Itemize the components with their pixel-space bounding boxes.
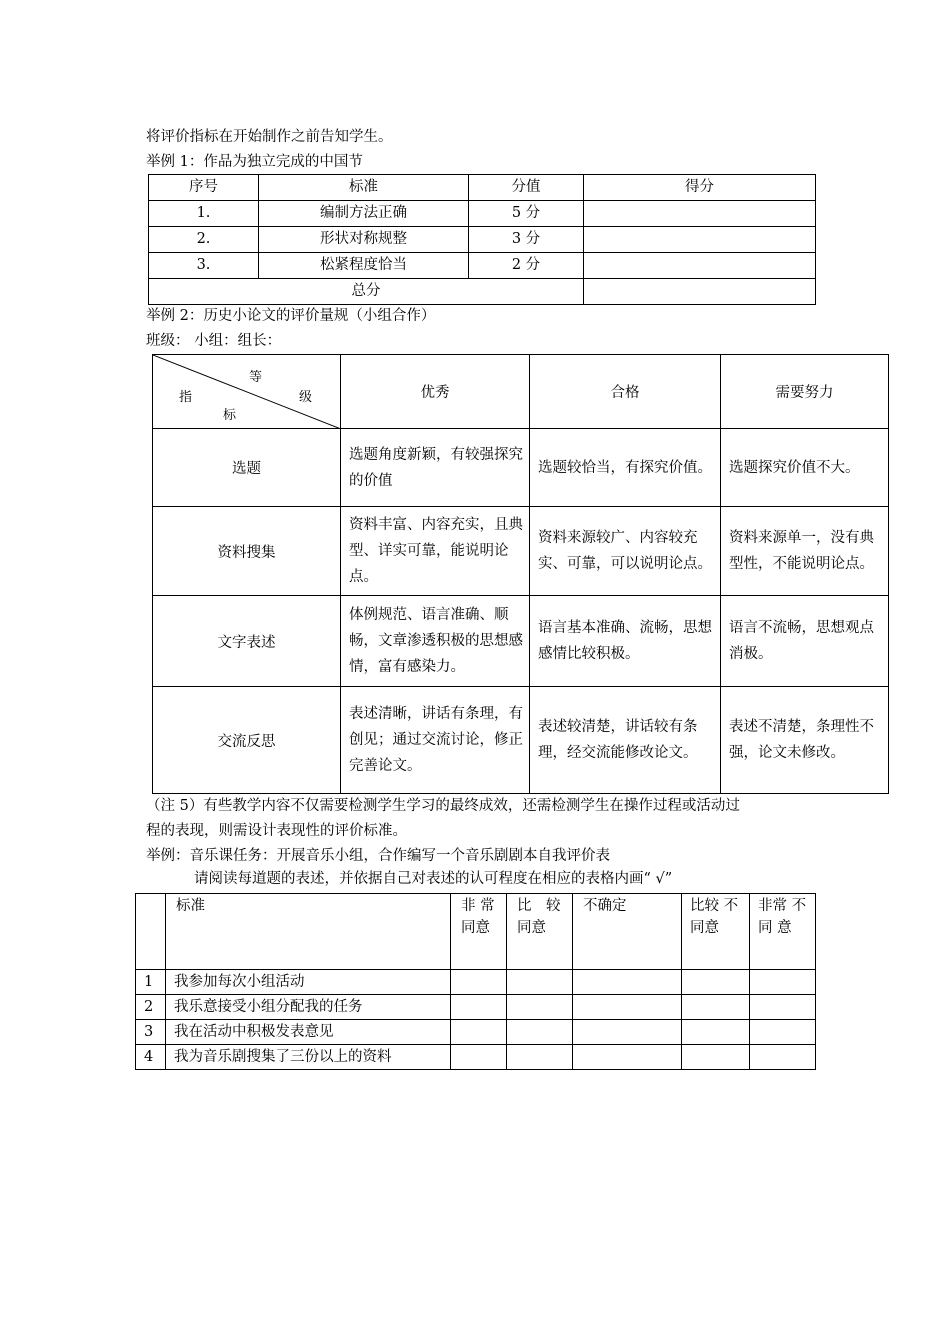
check-cell[interactable]	[451, 970, 507, 995]
rubric-cell: 体例规范、语言准确、顺畅，文章渗透积极的思想感情，富有感染力。	[341, 596, 530, 687]
column-header: 得分	[584, 175, 816, 201]
example2-title: 举例 2：历史小论文的评价量规（小组合作）	[146, 308, 436, 324]
note5-line1: （注 5）有些教学内容不仅需要检测学生学习的最终成效，还需检测学生在操作过程或活动过	[146, 798, 740, 814]
check-cell[interactable]	[682, 1020, 750, 1045]
column-header: 序号	[149, 175, 259, 201]
diag-label-right: 级	[299, 390, 313, 405]
example3-title: 举例：音乐课任务：开展音乐小组，合作编写一个音乐剧剧本自我评价表	[146, 848, 610, 864]
total-row	[149, 279, 816, 305]
column-header: 分值	[469, 175, 584, 201]
option-header: 比较 不同意	[682, 894, 750, 970]
statement-cell: 我乐意接受小组分配我的任务	[166, 995, 451, 1020]
example3-instruction: 请阅读每道题的表述，并依据自己对表述的认可程度在相应的表格内画“ √”	[194, 871, 673, 887]
table-row	[149, 253, 816, 279]
row-number: 4	[136, 1045, 166, 1070]
check-cell[interactable]	[750, 1045, 816, 1070]
rubric-header-row	[153, 355, 889, 429]
points-cell: 3 分	[469, 227, 584, 253]
check-cell[interactable]	[507, 995, 573, 1020]
indicator-cell: 交流反思	[153, 687, 341, 794]
rubric-cell: 语言不流畅，思想观点消极。	[721, 596, 889, 687]
number-header	[136, 894, 166, 970]
table-row	[136, 995, 816, 1020]
points-cell: 2 分	[469, 253, 584, 279]
option-header: 不确定	[573, 894, 682, 970]
check-cell[interactable]	[573, 995, 682, 1020]
example1-title: 举例 1：作品为独立完成的中国节	[146, 154, 363, 170]
check-cell[interactable]	[750, 970, 816, 995]
criterion-cell: 编制方法正确	[259, 201, 469, 227]
check-cell[interactable]	[451, 995, 507, 1020]
table-row	[149, 201, 816, 227]
table-row	[136, 1020, 816, 1045]
option-header: 非常 不 同 意	[750, 894, 816, 970]
score-cell[interactable]	[584, 201, 816, 227]
row-number: 1.	[149, 201, 259, 227]
check-cell[interactable]	[750, 1020, 816, 1045]
level-header: 优秀	[341, 355, 530, 429]
statement-cell: 我在活动中积极发表意见	[166, 1020, 451, 1045]
diag-label-bottom: 标	[223, 408, 237, 423]
rubric-cell: 语言基本准确、流畅，思想感情比较积极。	[530, 596, 721, 687]
criterion-header: 标准	[166, 894, 451, 970]
check-cell[interactable]	[573, 1045, 682, 1070]
rubric-cell: 选题探究价值不大。	[721, 429, 889, 507]
check-cell[interactable]	[451, 1020, 507, 1045]
row-number: 2	[136, 995, 166, 1020]
level-header: 合格	[530, 355, 721, 429]
table-row	[149, 227, 816, 253]
option-header: 比 较 同意	[507, 894, 573, 970]
diag-label-left: 指	[179, 390, 193, 405]
rubric-cell: 表述清晰，讲话有条理，有创见；通过交流讨论，修正完善论文。	[341, 687, 530, 794]
self-assessment-table	[135, 893, 821, 1070]
points-cell: 5 分	[469, 201, 584, 227]
total-score-cell[interactable]	[584, 279, 816, 305]
rubric-table	[152, 354, 889, 794]
score-cell[interactable]	[584, 253, 816, 279]
check-cell[interactable]	[682, 970, 750, 995]
rubric-row	[153, 429, 889, 507]
intro-text: 将评价指标在开始制作之前告知学生。	[146, 129, 393, 145]
check-cell[interactable]	[507, 1045, 573, 1070]
check-cell[interactable]	[451, 1045, 507, 1070]
rubric-row	[153, 687, 889, 794]
diagonal-header-cell	[153, 355, 341, 429]
rubric-cell: 选题角度新颖，有较强探究的价值	[341, 429, 530, 507]
row-number: 1	[136, 970, 166, 995]
indicator-cell: 选题	[153, 429, 341, 507]
check-cell[interactable]	[573, 1020, 682, 1045]
row-number: 2.	[149, 227, 259, 253]
rubric-row	[153, 596, 889, 687]
check-cell[interactable]	[507, 1020, 573, 1045]
level-header: 需要努力	[721, 355, 889, 429]
class-group-line: 班级： 小组：组长：	[146, 333, 282, 349]
diag-label-top: 等	[249, 370, 263, 385]
rubric-cell: 资料来源较广、内容较充实、可靠，可以说明论点。	[530, 507, 721, 596]
row-number: 3	[136, 1020, 166, 1045]
rubric-cell: 资料来源单一，没有典型性，不能说明论点。	[721, 507, 889, 596]
check-cell[interactable]	[573, 970, 682, 995]
column-header: 标准	[259, 175, 469, 201]
total-label: 总分	[149, 279, 584, 305]
scoring-table	[148, 174, 816, 305]
check-cell[interactable]	[682, 995, 750, 1020]
indicator-cell: 文字表述	[153, 596, 341, 687]
check-cell[interactable]	[750, 995, 816, 1020]
rubric-cell: 资料丰富、内容充实，且典型、详实可靠，能说明论点。	[341, 507, 530, 596]
rubric-cell: 表述较清楚，讲话较有条理，经交流能修改论文。	[530, 687, 721, 794]
indicator-cell: 资料搜集	[153, 507, 341, 596]
rubric-row	[153, 507, 889, 596]
check-cell[interactable]	[682, 1045, 750, 1070]
score-cell[interactable]	[584, 227, 816, 253]
rubric-cell: 选题较恰当，有探究价值。	[530, 429, 721, 507]
statement-cell: 我参加每次小组活动	[166, 970, 451, 995]
criterion-cell: 形状对称规整	[259, 227, 469, 253]
note5-line2: 程的表现，则需设计表现性的评价标准。	[146, 823, 407, 839]
rubric-cell: 表述不清楚，条理性不强，论文未修改。	[721, 687, 889, 794]
table-header-row	[149, 175, 816, 201]
statement-cell: 我为音乐剧搜集了三份以上的资料	[166, 1045, 451, 1070]
table-row	[136, 970, 816, 995]
row-number: 3.	[149, 253, 259, 279]
check-cell[interactable]	[507, 970, 573, 995]
option-header: 非 常 同意	[451, 894, 507, 970]
table-row	[136, 1045, 816, 1070]
criterion-cell: 松紧程度恰当	[259, 253, 469, 279]
assessment-header-row	[136, 894, 816, 970]
